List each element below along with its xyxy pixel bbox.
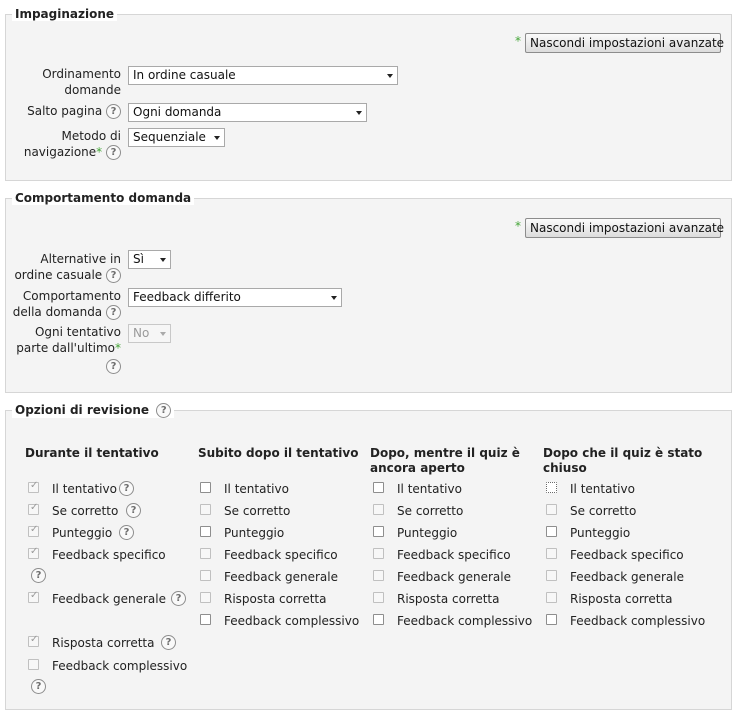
- help-icon[interactable]: ?: [119, 525, 134, 540]
- advanced-asterisk-icon: *: [115, 341, 121, 355]
- checkmark-icon: ✓: [30, 546, 39, 557]
- shuffle-label-line2: [10, 267, 121, 283]
- review-during-right-answer-label: Risposta corretta: [52, 636, 155, 650]
- checkmark-icon: ✓: [30, 502, 39, 513]
- help-icon[interactable]: ?: [106, 145, 121, 160]
- review-closed-general-feedback-label: Feedback generale: [570, 570, 684, 584]
- review-closed-correct-checkbox: [546, 504, 557, 515]
- behaviour-label-line2-text: della domanda: [12, 305, 103, 319]
- review-immediately-correct-label: Se corretto: [224, 504, 291, 518]
- review-during-general-feedback-checkbox: [28, 592, 39, 603]
- review-closed-right-answer-label: Risposta corretta: [570, 592, 673, 606]
- review-col-closed: Dopo che il quiz è stato chiuso: [543, 446, 703, 475]
- review-col-open: Dopo, mentre il quiz è ancora aperto: [370, 446, 520, 475]
- chevron-down-icon: [160, 332, 166, 336]
- order-select[interactable]: [128, 66, 398, 85]
- behaviour-label-line2: [10, 304, 121, 320]
- review-immediately-correct-checkbox: [200, 504, 211, 515]
- checkmark-icon: ✓: [30, 634, 39, 645]
- review-immediately-general-feedback-label: Feedback generale: [224, 570, 338, 584]
- review-immediately-marks-checkbox[interactable]: [200, 526, 211, 537]
- behaviour-select[interactable]: [128, 288, 342, 307]
- checkmark-icon: ✓: [30, 590, 39, 601]
- behaviour-label-line1: Comportamento: [22, 289, 121, 303]
- each-attempt-select-value: No: [133, 326, 150, 340]
- review-immediately-marks-label: Punteggio: [224, 526, 285, 540]
- advanced-asterisk-icon: *: [96, 145, 103, 159]
- review-closed-correct-label: Se corretto: [570, 504, 637, 518]
- help-icon[interactable]: ?: [106, 359, 121, 374]
- review-during-attempt-checkbox: [28, 482, 39, 493]
- nav-method-label-line1: Metodo di: [61, 129, 121, 143]
- review-legend: [12, 403, 174, 418]
- review-col-during: Durante il tentativo: [25, 446, 159, 460]
- shuffle-label-line2-text: ordine casuale: [14, 268, 103, 282]
- review-open-general-feedback-label: Feedback generale: [397, 570, 511, 584]
- nav-method-label: [20, 128, 121, 160]
- review-open-general-feedback-checkbox: [373, 570, 384, 581]
- each-attempt-help-row: [10, 358, 121, 374]
- shuffle-label: [10, 251, 121, 283]
- review-closed-marks-checkbox[interactable]: [546, 526, 557, 537]
- chevron-down-icon: [387, 74, 393, 78]
- hide-advanced-button[interactable]: Nascondi impostazioni avanzate: [525, 33, 721, 53]
- review-closed-general-feedback-checkbox: [546, 570, 557, 581]
- review-closed-marks-label: Punteggio: [570, 526, 631, 540]
- review-closed-specific-feedback-label: Feedback specifico: [570, 548, 684, 562]
- behaviour-label: [10, 288, 121, 320]
- help-icon[interactable]: ?: [119, 481, 134, 496]
- review-closed-attempt-checkbox[interactable]: [546, 482, 557, 493]
- review-open-attempt-label: Il tentativo: [397, 482, 462, 496]
- review-immediately-general-feedback-checkbox: [200, 570, 211, 581]
- review-during-right-answer-checkbox: [28, 636, 39, 647]
- chevron-down-icon: [214, 136, 220, 140]
- help-icon[interactable]: ?: [126, 503, 141, 518]
- help-icon[interactable]: ?: [156, 403, 171, 418]
- behaviour-select-value: Feedback differito: [133, 290, 241, 304]
- review-col-immediately: Subito dopo il tentativo: [198, 446, 359, 460]
- review-during-overall-feedback-checkbox: [28, 659, 39, 670]
- hide-advanced-button[interactable]: Nascondi impostazioni avanzate: [525, 218, 721, 238]
- review-immediately-overall-feedback-checkbox[interactable]: [200, 614, 211, 625]
- help-icon[interactable]: ?: [106, 268, 121, 283]
- nav-method-label-line2: [20, 144, 121, 160]
- advanced-asterisk-icon: *: [515, 34, 521, 48]
- advanced-asterisk-icon: *: [515, 219, 521, 233]
- review-legend-text: Opzioni di revisione: [15, 403, 150, 417]
- review-during-marks-label: Punteggio: [52, 526, 113, 540]
- review-during-overall-feedback-label: Feedback complessivo: [52, 659, 188, 673]
- each-attempt-label: [10, 324, 121, 374]
- nav-method-label-line2-text: navigazione: [23, 145, 97, 159]
- page-break-select[interactable]: [128, 103, 367, 122]
- help-icon[interactable]: ?: [161, 635, 176, 650]
- review-open-specific-feedback-checkbox: [373, 548, 384, 559]
- review-immediately-attempt-checkbox[interactable]: [200, 482, 211, 493]
- review-open-overall-feedback-checkbox[interactable]: [373, 614, 384, 625]
- review-open-right-answer-checkbox: [373, 592, 384, 603]
- review-during-correct-label: Se corretto: [52, 504, 119, 518]
- each-attempt-label-line2-text: parte dall'ultimo: [16, 341, 115, 355]
- shuffle-label-line1: Alternative in: [40, 252, 121, 266]
- review-open-attempt-checkbox[interactable]: [373, 482, 384, 493]
- each-attempt-label-line2: [10, 340, 121, 356]
- each-attempt-label-line1: Ogni tentativo: [34, 325, 121, 339]
- review-immediately-overall-feedback-label: Feedback complessivo: [224, 614, 360, 628]
- chevron-down-icon: [160, 258, 166, 262]
- review-closed-overall-feedback-checkbox[interactable]: [546, 614, 557, 625]
- review-open-marks-checkbox[interactable]: [373, 526, 384, 537]
- page-break-label-text: Salto pagina: [27, 104, 103, 118]
- review-during-attempt-label: Il tentativo: [52, 482, 117, 496]
- page-break-select-value: Ogni domanda: [133, 105, 222, 119]
- order-label: Ordinamento domande: [42, 67, 121, 97]
- order-select-value: In ordine casuale: [133, 68, 236, 82]
- review-open-specific-feedback-label: Feedback specifico: [397, 548, 511, 562]
- review-immediately-specific-feedback-checkbox: [200, 548, 211, 559]
- layout-legend: Impaginazione: [12, 7, 117, 21]
- help-icon[interactable]: ?: [106, 305, 121, 320]
- review-during-specific-feedback-checkbox: [28, 548, 39, 559]
- chevron-down-icon: [356, 111, 362, 115]
- behaviour-legend: Comportamento domanda: [12, 191, 194, 205]
- review-during-correct-checkbox: [28, 504, 39, 515]
- checkmark-icon: ✓: [30, 480, 39, 491]
- nav-method-select[interactable]: [128, 128, 225, 147]
- review-closed-right-answer-checkbox: [546, 592, 557, 603]
- review-open-correct-label: Se corretto: [397, 504, 464, 518]
- help-icon[interactable]: ?: [31, 679, 46, 694]
- review-immediately-attempt-label: Il tentativo: [224, 482, 289, 496]
- help-icon[interactable]: ?: [106, 104, 121, 119]
- shuffle-select[interactable]: [128, 250, 171, 269]
- review-during-specific-feedback-label: Feedback specifico: [52, 548, 166, 562]
- review-open-correct-checkbox: [373, 504, 384, 515]
- each-attempt-select: [128, 324, 171, 343]
- review-during-marks-checkbox: [28, 526, 39, 537]
- review-during-general-feedback-label: Feedback generale: [52, 592, 166, 606]
- checkmark-icon: ✓: [30, 524, 39, 535]
- review-open-overall-feedback-label: Feedback complessivo: [397, 614, 533, 628]
- review-immediately-specific-feedback-label: Feedback specifico: [224, 548, 338, 562]
- help-icon[interactable]: ?: [31, 568, 46, 583]
- help-icon[interactable]: ?: [171, 591, 186, 606]
- review-immediately-right-answer-label: Risposta corretta: [224, 592, 327, 606]
- review-open-right-answer-label: Risposta corretta: [397, 592, 500, 606]
- review-open-marks-label: Punteggio: [397, 526, 458, 540]
- review-closed-overall-feedback-label: Feedback complessivo: [570, 614, 706, 628]
- shuffle-select-value: Sì: [133, 252, 144, 266]
- nav-method-select-value: Sequenziale: [133, 130, 206, 144]
- review-closed-attempt-label: Il tentativo: [570, 482, 635, 496]
- review-closed-specific-feedback-checkbox: [546, 548, 557, 559]
- chevron-down-icon: [331, 296, 337, 300]
- review-immediately-right-answer-checkbox: [200, 592, 211, 603]
- page-break-label: [20, 103, 121, 119]
